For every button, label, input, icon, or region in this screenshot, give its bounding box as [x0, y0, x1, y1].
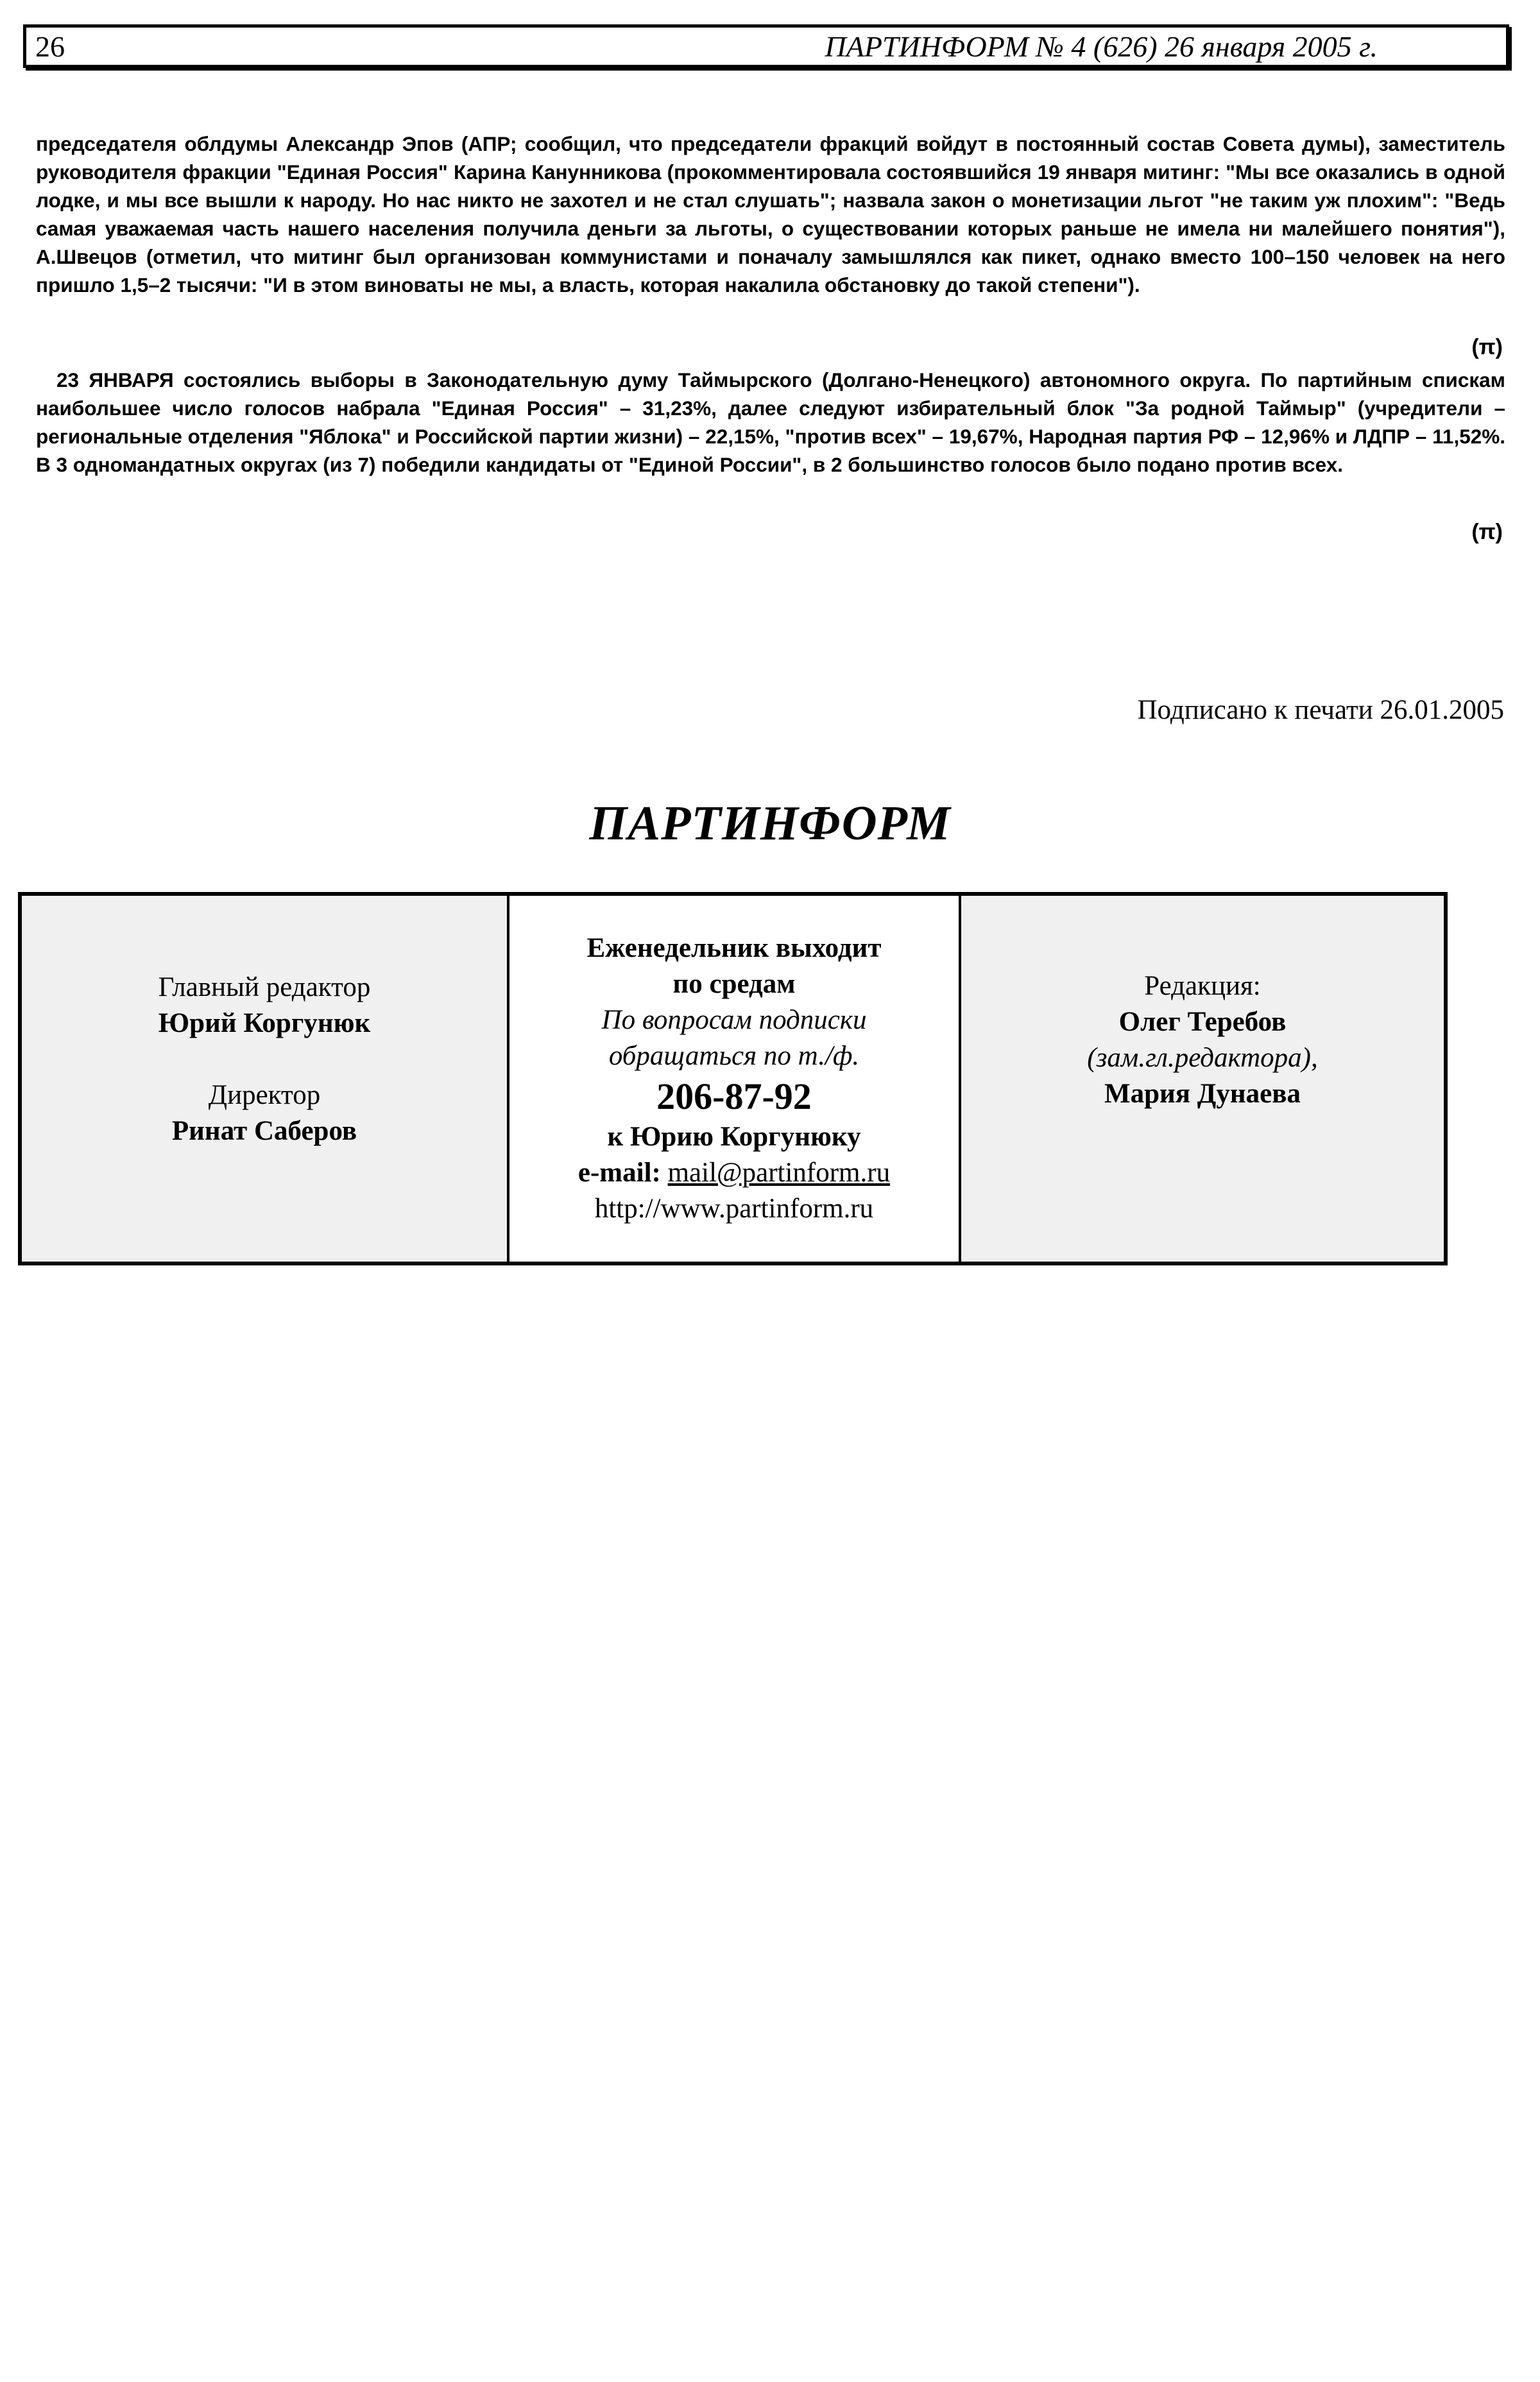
weekdays-note: по средам [672, 969, 796, 999]
source-mark-1: (π) [1471, 335, 1503, 359]
weekly-note: Еженедельник выходит [586, 933, 882, 963]
email-link[interactable]: mail@partinform.ru [667, 1158, 891, 1188]
staff-label: Редакция: [1144, 971, 1261, 1001]
article-paragraph-1 [36, 130, 1505, 299]
imprint-box [18, 892, 1448, 1265]
staff-role-1: (зам.гл.редактора), [1087, 1043, 1318, 1073]
masthead-title: ПАРТИНФОРМ [589, 796, 951, 850]
imprint-editors-cell [22, 896, 509, 1262]
imprint-staff-cell [961, 896, 1444, 1262]
phone-number: 206-87-92 [656, 1075, 812, 1117]
email-line [578, 1155, 890, 1191]
paragraph-text: председателя облдумы Александр Эпов (АПР; сообщил, что председатели фракций войдут в постоянный состав Совета думы), заместитель руководителя фракции "Единая Россия" Карина Канунникова (прокомментировала состоявшийся 19 января митинг: "Мы все оказались в одной лодке, и мы все вышли к народу. Но нас никто не захотел и не стал слушать"; назвала закон о монетизации льгот "не таким уж плохим": "Ведь самая уважаемая часть нашего населения получила деньги за льготы, о существовании которых раньше не имела ни малейшего понятия"), А.Швецов (отметил, что митинг был организован коммунистами и поначалу замышлялся как пикет, однако вместо 100–150 человек на него пришло 1,5–2 тысячи: "И в этом виноваты не мы, а власть, которая накалила обстановку до такой степени"). [36, 132, 1505, 296]
email-label: e-mail: [578, 1158, 661, 1188]
subscription-line-1: По вопросам подписки [601, 1005, 867, 1035]
website-link[interactable]: http://www.partinform.ru [594, 1194, 874, 1224]
issue-title: ПАРТИНФОРМ № 4 (626) 26 января 2005 г. [825, 30, 1378, 63]
staff-name-2: Мария Дунаева [1104, 1079, 1301, 1109]
article-paragraph-2 [36, 366, 1505, 479]
subscription-line-2: обращаться по т./ф. [608, 1041, 860, 1071]
page-number: 26 [35, 30, 65, 63]
director-label: Директор [208, 1080, 321, 1110]
page-header [23, 24, 1509, 68]
signed-to-print: Подписано к печати 26.01.2005 [1137, 695, 1504, 725]
contact-person: к Юрию Коргунюку [607, 1122, 861, 1152]
editor-name: Юрий Коргунюк [158, 1008, 371, 1038]
source-mark-2: (π) [1471, 520, 1503, 544]
editor-label: Главный редактор [158, 972, 371, 1002]
director-name: Ринат Саберов [171, 1116, 357, 1146]
imprint-contact-cell [509, 896, 961, 1262]
paragraph-text: 23 ЯНВАРЯ состоялись выборы в Законодательную думу Таймырского (Долгано-Ненецкого) автономного округа. По партийным спискам наибольшее число голосов набрала "Единая Россия" – 31,23%, далее следуют избирательный блок "За родной Таймыр" (учредители – региональные отделения "Яблока" и Российской партии жизни) – 22,15%, "против всех" – 19,67%, Народная партия РФ – 12,96% и ЛДПР – 11,52%. В 3 одномандатных округах (из 7) победили кандидаты от "Единой России", в 2 большинство голосов было подано против всех. [36, 368, 1505, 476]
staff-name-1: Олег Теребов [1118, 1007, 1287, 1037]
